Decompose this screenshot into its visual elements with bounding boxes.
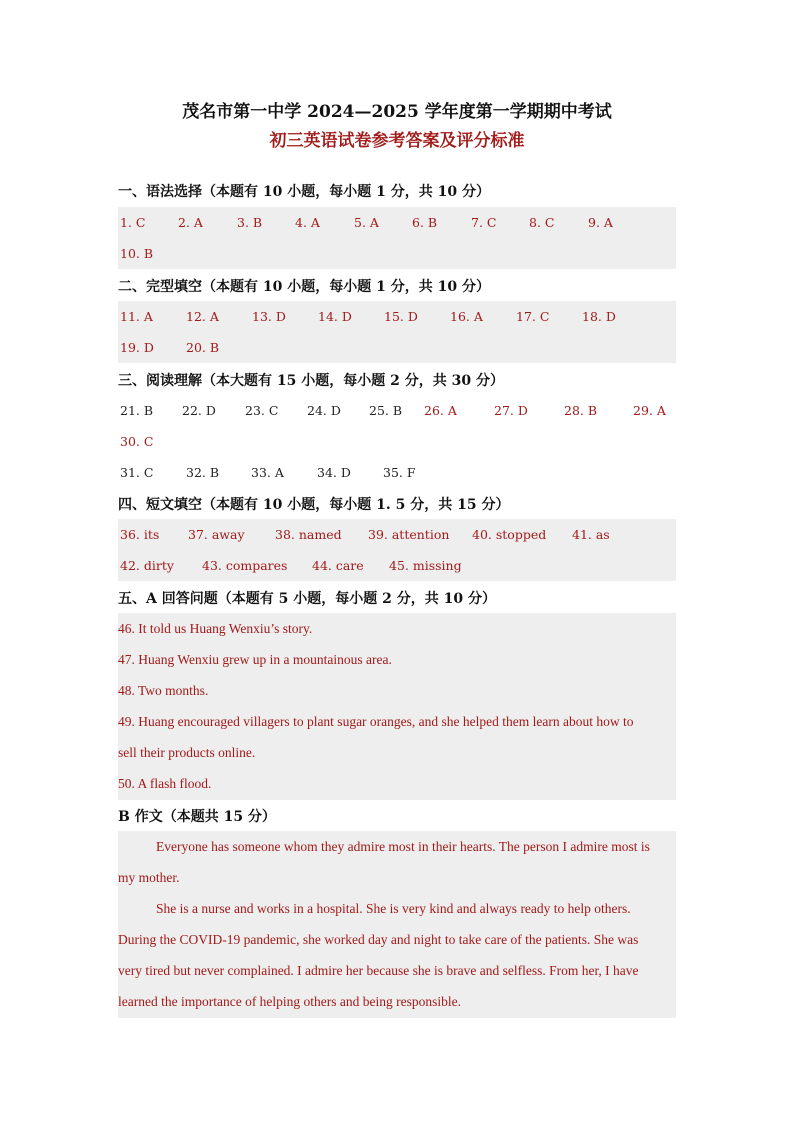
answer-item: 2. A	[178, 215, 203, 230]
answer-item: 35. F	[383, 465, 416, 480]
answer-item: 23. C	[245, 403, 279, 418]
answer-line: 50. A flash flood.	[118, 776, 212, 791]
answer-item: 3. B	[237, 215, 263, 230]
answer-item: 29. A	[633, 403, 666, 418]
answer-item: 1. C	[120, 215, 146, 230]
answer-item: 17. C	[516, 309, 550, 324]
answer-item: 10. B	[120, 246, 154, 261]
answer-item: 24. D	[307, 403, 341, 418]
document-title: 茂名市第一中学 2024—2025 学年度第一学期期中考试	[182, 102, 612, 122]
section-1-answers	[118, 207, 676, 269]
section-2-answers	[118, 301, 676, 363]
answer-item: 33. A	[251, 465, 284, 480]
answer-item: 40. stopped	[472, 527, 547, 542]
answer-item: 27. D	[494, 403, 528, 418]
answer-item: 44. care	[312, 558, 364, 573]
essay-sample	[118, 831, 676, 1018]
answer-line: 48. Two months.	[118, 683, 209, 698]
answer-item: 14. D	[318, 309, 352, 324]
essay-line: During the COVID-19 pandemic, she worked day and night to take care of the patients. She was	[118, 932, 639, 947]
answer-line: sell their products online.	[118, 745, 256, 760]
answer-item: 15. D	[384, 309, 418, 324]
answer-item: 4. A	[295, 215, 320, 230]
section-3-heading: 三、阅读理解（本大题有 15 小题，每小题 2 分，共 30 分）	[118, 373, 504, 389]
answer-item: 8. C	[529, 215, 555, 230]
section-5a-heading: 五、A 回答问题（本题有 5 小题，每小题 2 分，共 10 分）	[118, 591, 496, 607]
answer-item: 45. missing	[389, 558, 462, 573]
answer-item: 26. A	[424, 403, 457, 418]
answer-item: 37. away	[188, 527, 245, 542]
answer-item: 42. dirty	[120, 558, 174, 573]
answer-item: 13. D	[252, 309, 286, 324]
answer-item: 11. A	[120, 309, 153, 324]
answer-item: 36. its	[120, 527, 160, 542]
answer-item: 41. as	[572, 527, 610, 542]
essay-line: very tired but never complained. I admire her because she is brave and selfless. From her, I have	[118, 963, 639, 978]
answer-item: 16. A	[450, 309, 483, 324]
essay-line: learned the importance of helping others and being responsible.	[118, 994, 462, 1009]
document-subtitle: 初三英语试卷参考答案及评分标准	[269, 131, 525, 151]
answer-item: 6. B	[412, 215, 438, 230]
section-4-answers	[118, 519, 676, 581]
answer-item: 31. C	[120, 465, 154, 480]
answer-item: 28. B	[564, 403, 598, 418]
answer-item: 7. C	[471, 215, 497, 230]
section-5a-answers	[118, 613, 676, 800]
answer-line: 46. It told us Huang Wenxiu’s story.	[118, 621, 313, 636]
answer-item: 20. B	[186, 340, 220, 355]
essay-line: She is a nurse and works in a hospital. She is very kind and always ready to help others.	[156, 901, 631, 916]
essay-line: Everyone has someone whom they admire most in their hearts. The person I admire most is	[156, 839, 650, 854]
section-1-heading: 一、语法选择（本题有 10 小题，每小题 1 分，共 10 分）	[118, 184, 490, 200]
answer-item: 39. attention	[368, 527, 450, 542]
essay-line: my mother.	[118, 870, 180, 885]
answer-item: 5. A	[354, 215, 379, 230]
answer-item: 43. compares	[202, 558, 288, 573]
answer-item: 30. C	[120, 434, 154, 449]
answer-item: 9. A	[588, 215, 613, 230]
answer-item: 21. B	[120, 403, 154, 418]
section-4-heading: 四、短文填空（本题有 10 小题，每小题 1. 5 分，共 15 分）	[118, 497, 510, 513]
answer-line: 49. Huang encouraged villagers to plant sugar oranges, and she helped them learn about how to	[118, 714, 634, 729]
answer-line: 47. Huang Wenxiu grew up in a mountainous area.	[118, 652, 392, 667]
answer-item: 38. named	[275, 527, 342, 542]
section-2-heading: 二、完型填空（本题有 10 小题，每小题 1 分，共 10 分）	[118, 279, 490, 295]
answer-item: 19. D	[120, 340, 154, 355]
answer-item: 34. D	[317, 465, 351, 480]
answer-item: 32. B	[186, 465, 220, 480]
answer-item: 18. D	[582, 309, 616, 324]
section-3-answers	[118, 395, 676, 488]
answer-item: 22. D	[182, 403, 216, 418]
answer-item: 25. B	[369, 403, 403, 418]
section-5b-heading: B 作文（本题共 15 分）	[118, 809, 276, 825]
answer-item: 12. A	[186, 309, 219, 324]
